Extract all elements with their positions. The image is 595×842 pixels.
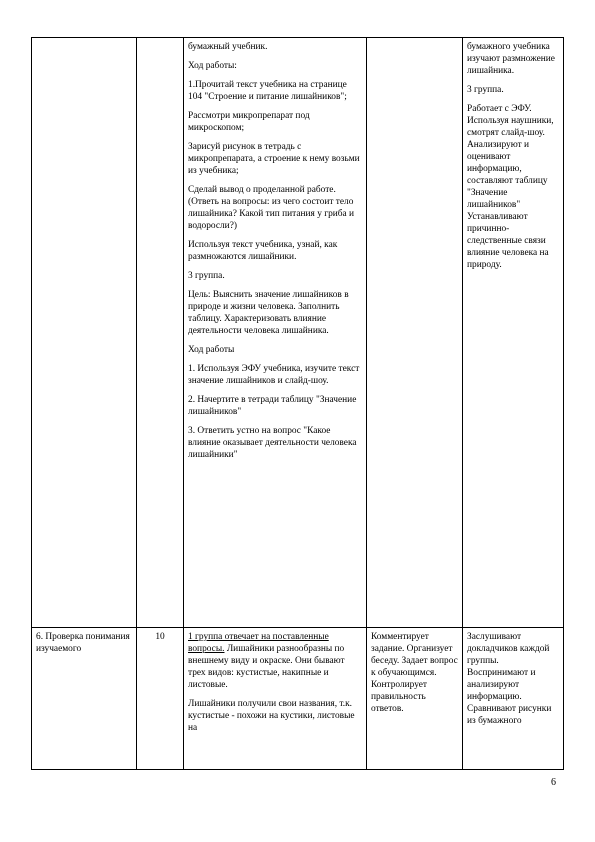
students-activity-cell	[463, 38, 564, 628]
table-row	[32, 38, 564, 628]
paragraph: Лишайники получили свои названия, т.к. кустистые - похожи на кустики, листовые на	[188, 699, 355, 733]
paragraph: 1. Используя ЭФУ учебника, изучите текст значение лишайников и слайд-шоу.	[188, 364, 360, 386]
teacher-activity-cell	[367, 38, 463, 628]
stage-cell	[32, 38, 137, 628]
paragraph: Зарисуй рисунок в тетрадь с микропрепарата, а строение к нему возьми из учебника;	[188, 142, 360, 176]
time-cell: 10	[137, 628, 184, 770]
paragraph: Ход работы	[188, 345, 235, 355]
paragraph: 3 группа.	[188, 271, 225, 281]
paragraph: Цель: Выяснить значение лишайников в природе и жизни человека. Заполнить таблицу. Характеризовать влияние деятельности человека лишайника.	[188, 290, 349, 336]
paragraph: Сделай вывод о проделанной работе. (Ответь на вопросы: из чего состоит тело лишайника? Какой тип питания у гриба и водоросли?)	[188, 185, 355, 231]
table-row	[32, 628, 564, 770]
paragraph: Ход работы:	[188, 61, 237, 71]
paragraph: Используя текст учебника, узнай, как размножаются лишайники.	[188, 240, 338, 262]
paragraph: бумажный учебник.	[188, 42, 268, 52]
students-activity-cell: Заслушивают докладчиков каждой группы. Воспринимают и анализируют информацию. Сравнивают рисунки из бумажного	[463, 628, 564, 770]
paragraph: бумажного учебника изучают размножение лишайника.	[467, 42, 555, 76]
lesson-plan-table	[31, 37, 564, 770]
paragraph	[188, 631, 362, 691]
paragraph: 1.Прочитай текст учебника на странице 104 "Строение и питание лишайников";	[188, 80, 347, 102]
teacher-activity-cell: Комментирует задание. Организует беседу. Задает вопрос к обучающимся. Контролирует правильность ответов.	[367, 628, 463, 770]
paragraph: Работает с ЭФУ. Используя наушники, смотрят слайд-шоу. Анализируют и оценивают информацию, составляют таблицу "Значение лишайников" Устанавливают причинно-следственные связи влияние человека на природу.	[467, 104, 554, 270]
underlined-heading: 1 группа отвечает на поставленные вопросы.	[188, 632, 329, 654]
teacher-content-cell	[184, 38, 367, 628]
paragraph: Рассмотри микропрепарат под микроскопом;	[188, 111, 310, 133]
page-number: 6	[551, 777, 556, 788]
paragraph-text: Лишайники разнообразны по внешнему виду и окраске. Они бывают трех видов: кустистые, накипные и листовые.	[188, 644, 345, 690]
paragraph: 3. Ответить устно на вопрос "Какое влияние оказывает деятельности человека лишайники"	[188, 426, 357, 460]
time-cell	[137, 38, 184, 628]
paragraph: 3 группа.	[467, 85, 504, 95]
paragraph: 2. Начертите в тетради таблицу "Значение лишайников"	[188, 395, 357, 417]
stage-cell: 6. Проверка понимания изучаемого	[32, 628, 137, 770]
teacher-content-cell	[184, 628, 367, 770]
